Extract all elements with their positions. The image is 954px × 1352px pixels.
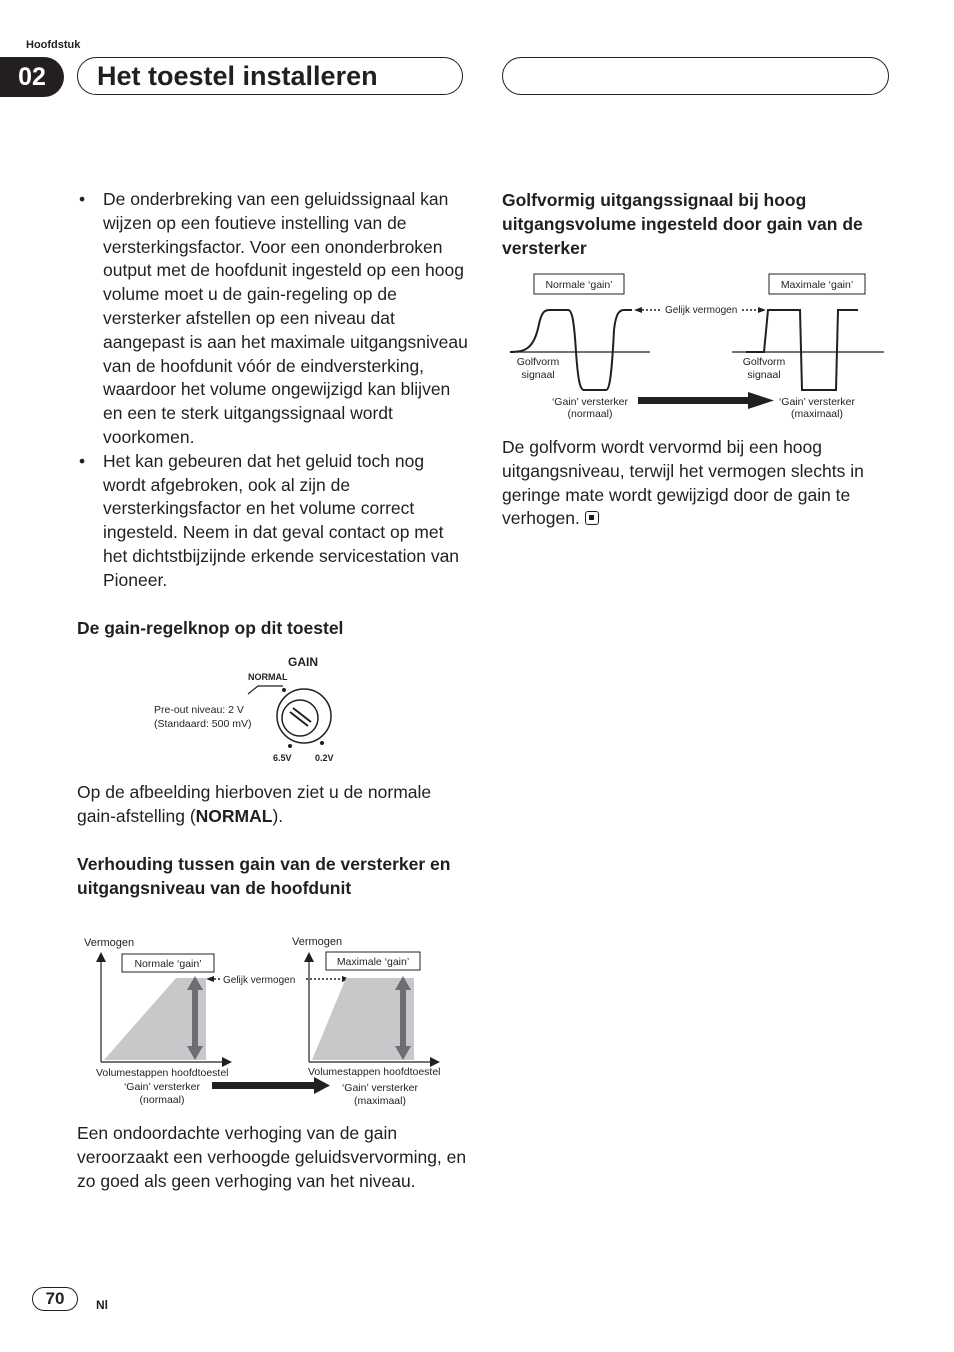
amp-gain-label: ‘Gain’ versterker [551, 396, 629, 408]
amp-gain-sub-label: (maximaal) [791, 408, 843, 420]
amp-gain-sub-label: (normaal) [139, 1094, 185, 1106]
knob-max-label: 0.2V [315, 753, 334, 763]
end-of-section-icon [585, 511, 599, 525]
gain-knob-figure [140, 650, 360, 770]
preout-default-text: (Standaard: 500 mV) [154, 718, 252, 730]
volume-steps-label: Volumestappen hoofdtoestel [96, 1067, 229, 1079]
knob-slot-icon [293, 708, 311, 722]
y-axis-arrow-icon [96, 952, 106, 962]
gain-increase-paragraph: Een ondoordachte verhoging van de gain veroorzaakt een verhoogde geluidsvervorming, en zo goed als geen verhoging van het niveau. [77, 1123, 467, 1191]
normal-setting-paragraph [77, 781, 469, 829]
waveform-figure [506, 270, 890, 420]
bullet-dot: • [79, 189, 86, 209]
knob-min-label: 6.5V [273, 753, 292, 763]
normal-label: NORMAL [248, 672, 288, 682]
equal-power-arrow-icon [758, 307, 766, 313]
waveform-signal-label: Golfvorm [516, 356, 560, 368]
gain-label: GAIN [288, 655, 318, 669]
equal-power-arrow-icon [206, 976, 214, 982]
paragraph-text: ). [272, 805, 284, 826]
equal-power-label: Gelijk vermogen [223, 975, 296, 986]
gain-increase-arrow [638, 397, 750, 404]
power-axis-label: Vermogen [84, 937, 135, 949]
paragraph-text: De golfvorm wordt vervormd bij een hoog uitgangsniveau, terwijl het vermogen slechts in geringe mate wordt gewijzigd door de gain te verhogen. [502, 437, 864, 529]
power-volume-figure [80, 932, 464, 1110]
x-axis-arrow-icon [222, 1057, 232, 1067]
relation-heading: Verhouding tussen gain van de versterker en uitgangsniveau van de hoofdunit [77, 854, 451, 898]
waveform-signal-sub-label: signaal [521, 369, 555, 381]
bullet-text: Het kan gebeuren dat het geluid toch nog wordt afgebroken, ook al zijn de versterkingsfactor en het volume correct ingesteld. Neem in dat geval contact op met het dichtstbijzijnde erkende servicestation van Pioneer. [103, 450, 460, 590]
knob-slot-icon [290, 712, 308, 726]
chapter-label: Hoofdstuk [26, 39, 81, 51]
gain-increase-arrow [212, 1082, 316, 1089]
language-code: Nl [96, 1298, 108, 1312]
chapter-number: 02 [0, 57, 64, 97]
normal-gain-label: Normale ‘gain’ [545, 279, 613, 291]
page-title: Het toestel installeren [97, 61, 378, 91]
knob-tick-icon [288, 744, 292, 748]
waveform-signal-sub-label: signaal [747, 369, 781, 381]
amp-gain-label: ‘Gain’ versterker [341, 1082, 419, 1094]
knob-tick-icon [282, 688, 286, 692]
bullet-item [77, 188, 469, 450]
bullet-item [77, 450, 469, 593]
header-empty-frame [502, 57, 889, 95]
gain-knob-inner-icon [282, 700, 318, 736]
amp-gain-label: ‘Gain’ versterker [778, 396, 856, 408]
amp-gain-sub-label: (normaal) [567, 408, 613, 420]
gain-knob-heading: De gain-regelknop op dit toestel [77, 618, 344, 638]
waveform-heading: Golfvormig uitgangssignaal bij hoog uitgangsvolume ingesteld door gain van de versterker [502, 190, 863, 258]
bullet-list [77, 188, 469, 593]
bullet-dot: • [79, 450, 86, 471]
waveform-paragraph [502, 436, 894, 531]
equal-power-arrow-icon [634, 307, 642, 313]
power-axis-label: Vermogen [292, 936, 343, 948]
arrow-right-icon [748, 392, 774, 409]
arrow-right-icon [314, 1077, 330, 1094]
page-number: 70 [32, 1287, 78, 1311]
normal-pointer-line [248, 686, 283, 694]
amp-gain-sub-label: (maximaal) [354, 1095, 406, 1107]
paragraph-text: Op de afbeelding hierboven ziet u de normale gain-afstelling ( [77, 782, 432, 826]
preout-level-text: Pre-out niveau: 2 V [154, 704, 244, 716]
bullet-text: De onderbreking van een geluidssignaal kan wijzen op een foutieve instelling van de versterkingsfactor. Voor een ononderbroken output met de hoofdunit ingesteld op een hoog volume moet u de gain-regeling op de versterker afstellen op een niveau dat aangepast is aan het maximale uitgangsniveau van de hoofdunit vóór de eindversterking, waardoor het volume ongewijzigd kan blijven en een te sterk uitgangssignaal wordt voorkomen. [103, 189, 468, 447]
knob-tick-icon [320, 741, 324, 745]
normal-gain-label: Normale ‘gain’ [134, 958, 202, 970]
volume-steps-label: Volumestappen hoofdtoestel [308, 1066, 441, 1078]
y-axis-arrow-icon [304, 952, 314, 962]
max-gain-label: Maximale ‘gain’ [780, 279, 854, 291]
max-gain-label: Maximale ‘gain’ [336, 956, 410, 968]
waveform-signal-label: Golfvorm [742, 356, 786, 368]
amp-gain-label: ‘Gain’ versterker [123, 1081, 201, 1093]
equal-power-label: Gelijk vermogen [665, 305, 738, 316]
normal-keyword: NORMAL [195, 805, 273, 826]
